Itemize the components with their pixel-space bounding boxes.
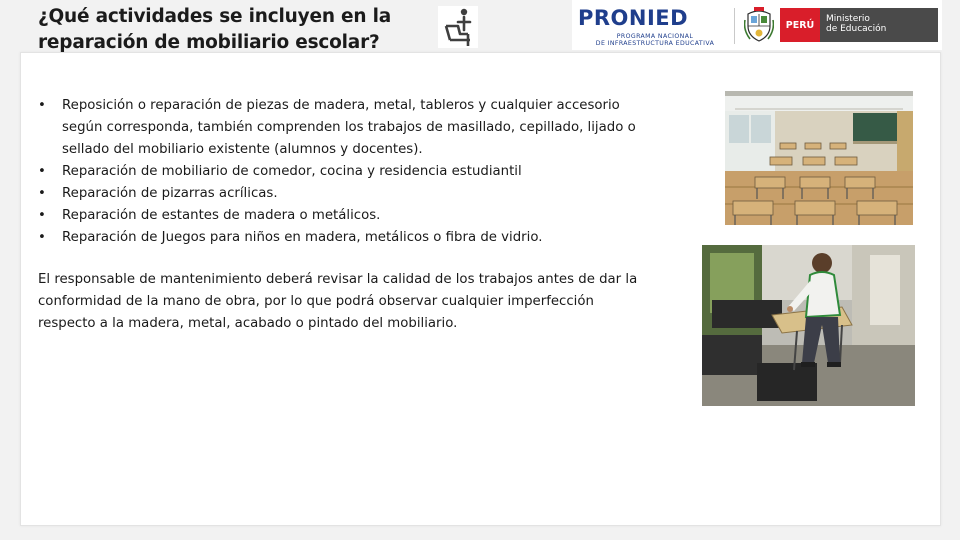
list-item: • Reparación de mobiliario de comedor, cocina y residencia estudiantil — [38, 161, 648, 183]
main-content — [38, 95, 648, 335]
page-title — [38, 4, 391, 56]
peru-coat-of-arms-icon — [744, 6, 774, 44]
activities-list — [38, 95, 648, 249]
responsibility-paragraph: El responsable de mantenimiento deberá revisar la calidad de los trabajos antes de dar la conformidad de la mano de obra, por lo que podrá observar cualquier imperfección respecto a la madera, metal, acabado o pintado del mobiliario. — [38, 272, 638, 331]
logo-divider — [734, 8, 735, 44]
ministerio-line-2: de Educación — [826, 24, 887, 34]
minedu-logo — [780, 8, 938, 42]
pronied-subtitle-line-1: PROGRAMA NACIONAL — [616, 33, 694, 40]
ministerio-badge — [820, 8, 938, 42]
pronied-subtitle — [588, 33, 722, 47]
worker-photo — [702, 245, 915, 406]
student-desk-icon — [438, 6, 478, 48]
pronied-subtitle-line-2: DE INFRAESTRUCTURA EDUCATIVA — [595, 40, 715, 47]
list-item: • Reparación de Juegos para niños en madera, metálicos o fibra de vidrio. — [38, 227, 648, 249]
title-line-2: reparación de mobiliario escolar? — [38, 32, 380, 53]
peru-badge: PERÚ — [780, 8, 820, 42]
list-item: • Reparación de pizarras acrílicas. — [38, 183, 648, 205]
header-logos — [572, 0, 942, 50]
title-line-1: ¿Qué actividades se incluyen en la — [38, 6, 392, 27]
list-item: • Reposición o reparación de piezas de madera, metal, tableros y cualquier accesorio según corresponda, también comprenden los trabajos de masillado, cepillado, lijado o sellado del mobiliario existente (alumnos y docentes). — [38, 95, 648, 161]
ministerio-line-1: Ministerio — [826, 14, 870, 24]
classroom-photo — [725, 91, 913, 225]
pronied-wordmark: PRONIED — [578, 6, 689, 30]
pronied-logo — [578, 6, 726, 46]
list-item: • Reparación de estantes de madera o metálicos. — [38, 205, 648, 227]
